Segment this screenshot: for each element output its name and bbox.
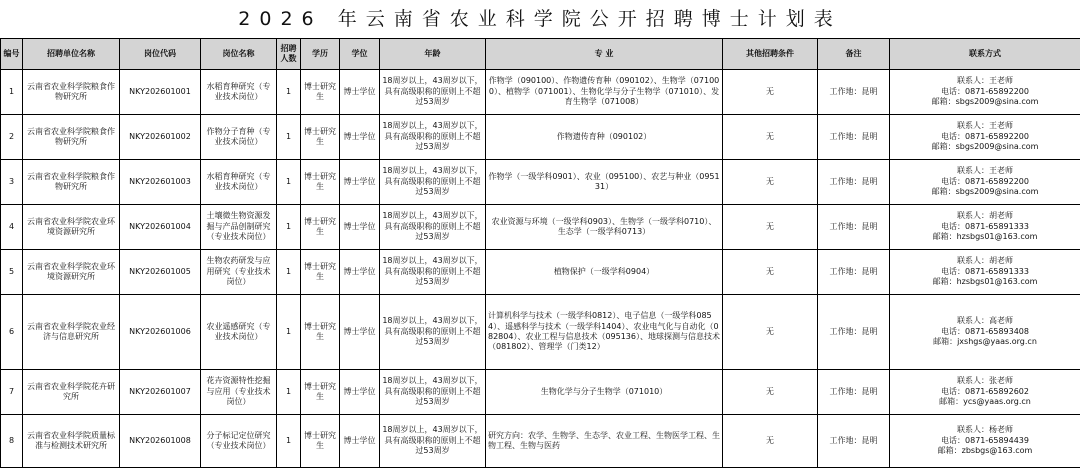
cell-count: 1	[277, 160, 301, 205]
cell-other: 无	[723, 295, 818, 370]
cell-id: 5	[1, 250, 23, 295]
cell-age: 18周岁以上，43周岁以下，具有高级职称的原则上不超过53周岁	[380, 160, 486, 205]
cell-post: 农业遥感研究（专业技术岗位）	[201, 295, 277, 370]
cell-code: NKY202601004	[120, 205, 201, 250]
contact-email: 邮箱：sbgs2009@sina.com	[931, 187, 1039, 197]
cell-post: 生物农药研发与应用研究（专业技术岗位）	[201, 250, 277, 295]
table-row	[1, 70, 1080, 115]
cell-note: 工作地：昆明	[818, 295, 890, 370]
cell-note: 工作地：昆明	[818, 250, 890, 295]
cell-id: 7	[1, 370, 23, 415]
cell-education: 博士研究生	[301, 115, 340, 160]
contact-phone: 电话：0871-65891333	[941, 266, 1029, 276]
header-other: 其他招聘条件	[723, 39, 818, 70]
contact-person: 联系人：杨老师	[957, 425, 1013, 435]
cell-education: 博士研究生	[301, 370, 340, 415]
cell-age: 18周岁以上，43周岁以下，具有高级职称的原则上不超过53周岁	[380, 415, 486, 468]
header-contact: 联系方式	[890, 39, 1080, 70]
cell-post: 土壤微生物资源发掘与产品创制研究（专业技术岗位）	[201, 205, 277, 250]
contact-phone: 电话：0871-65892200	[941, 131, 1029, 141]
cell-post: 水稻育种研究（专业技术岗位）	[201, 160, 277, 205]
contact-person: 联系人：胡老师	[957, 211, 1013, 221]
cell-code: NKY202601002	[120, 115, 201, 160]
cell-major: 作物学（090100）、作物遗传育种（090102）、生物学（071000）、植物学（071001）、生物化学与分子生物学（071010）、发育生物学（071008）	[486, 70, 723, 115]
cell-contact	[890, 205, 1080, 250]
contact-email: 邮箱：hzsbgs01@163.com	[932, 232, 1038, 242]
contact-email: 邮箱：hzsbgs01@163.com	[932, 277, 1038, 287]
cell-count: 1	[277, 370, 301, 415]
cell-age: 18周岁以上，43周岁以下，具有高级职称的原则上不超过53周岁	[380, 370, 486, 415]
header-row	[1, 39, 1080, 70]
cell-note: 工作地：昆明	[818, 70, 890, 115]
cell-degree: 博士学位	[340, 295, 380, 370]
cell-count: 1	[277, 70, 301, 115]
cell-degree: 博士学位	[340, 160, 380, 205]
cell-id: 3	[1, 160, 23, 205]
cell-degree: 博士学位	[340, 205, 380, 250]
cell-note: 工作地：昆明	[818, 415, 890, 468]
contact-email: 邮箱：sbgs2009@sina.com	[931, 142, 1039, 152]
table-row	[1, 160, 1080, 205]
cell-code: NKY202601006	[120, 295, 201, 370]
contact-phone: 电话：0871-65891333	[941, 221, 1029, 231]
header-education: 学历	[301, 39, 340, 70]
cell-unit: 云南省农业科学院质量标准与检测技术研究所	[23, 415, 120, 468]
table-row	[1, 295, 1080, 370]
recruitment-table	[0, 38, 1080, 468]
table-row	[1, 115, 1080, 160]
cell-other: 无	[723, 160, 818, 205]
cell-id: 4	[1, 205, 23, 250]
cell-count: 1	[277, 205, 301, 250]
cell-note: 工作地：昆明	[818, 160, 890, 205]
cell-code: NKY202601001	[120, 70, 201, 115]
cell-major: 农业资源与环境（一级学科0903）、生物学（一级学科0710）、生态学（一级学科0713）	[486, 205, 723, 250]
cell-degree: 博士学位	[340, 415, 380, 468]
cell-contact	[890, 160, 1080, 205]
cell-unit: 云南省农业科学院农业经济与信息研究所	[23, 295, 120, 370]
cell-major: 植物保护（一级学科0904）	[486, 250, 723, 295]
header-unit: 招聘单位名称	[23, 39, 120, 70]
cell-code: NKY202601003	[120, 160, 201, 205]
header-post: 岗位名称	[201, 39, 277, 70]
contact-email: 邮箱：ycs@yaas.org.cn	[939, 397, 1031, 407]
table-row	[1, 205, 1080, 250]
cell-education: 博士研究生	[301, 70, 340, 115]
cell-count: 1	[277, 295, 301, 370]
cell-age: 18周岁以上，43周岁以下，具有高级职称的原则上不超过53周岁	[380, 70, 486, 115]
cell-major: 研究方向：农学、生物学、生态学、农业工程、生物医学工程、生物工程、生物与医药	[486, 415, 723, 468]
cell-unit: 云南省农业科学院粮食作物研究所	[23, 160, 120, 205]
cell-post: 花卉资源特性挖掘与应用（专业技术岗位）	[201, 370, 277, 415]
cell-contact	[890, 70, 1080, 115]
cell-id: 6	[1, 295, 23, 370]
header-major: 专 业	[486, 39, 723, 70]
contact-person: 联系人：王老师	[957, 166, 1013, 176]
cell-unit: 云南省农业科学院粮食作物研究所	[23, 115, 120, 160]
contact-phone: 电话：0871-65892602	[941, 386, 1029, 396]
cell-id: 1	[1, 70, 23, 115]
table-row	[1, 415, 1080, 468]
header-id: 编号	[1, 39, 23, 70]
contact-email: 邮箱：zbsbgs@163.com	[937, 446, 1033, 456]
contact-phone: 电话：0871-65892200	[941, 176, 1029, 186]
cell-major: 作物学（一级学科0901）、农业（095100）、农艺与种业（095131）	[486, 160, 723, 205]
cell-post: 水稻育种研究（专业技术岗位）	[201, 70, 277, 115]
contact-person: 联系人：张老师	[957, 376, 1013, 386]
cell-degree: 博士学位	[340, 115, 380, 160]
cell-count: 1	[277, 415, 301, 468]
cell-contact	[890, 115, 1080, 160]
contact-email: 邮箱：jxshgs@yaas.org.cn	[933, 337, 1037, 347]
cell-education: 博士研究生	[301, 250, 340, 295]
cell-post: 分子标记定位研究（专业技术岗位）	[201, 415, 277, 468]
cell-post: 作物分子育种（专业技术岗位）	[201, 115, 277, 160]
contact-phone: 电话：0871-65892200	[941, 86, 1029, 96]
cell-contact	[890, 250, 1080, 295]
cell-unit: 云南省农业科学院农业环境资源研究所	[23, 250, 120, 295]
contact-person: 联系人：胡老师	[957, 256, 1013, 266]
cell-contact	[890, 295, 1080, 370]
cell-other: 无	[723, 70, 818, 115]
cell-count: 1	[277, 115, 301, 160]
cell-major: 作物遗传育种（090102）	[486, 115, 723, 160]
cell-education: 博士研究生	[301, 295, 340, 370]
contact-person: 联系人：王老师	[957, 76, 1013, 86]
cell-other: 无	[723, 250, 818, 295]
cell-other: 无	[723, 370, 818, 415]
cell-age: 18周岁以上，43周岁以下，具有高级职称的原则上不超过53周岁	[380, 250, 486, 295]
table-row	[1, 370, 1080, 415]
cell-education: 博士研究生	[301, 415, 340, 468]
cell-other: 无	[723, 415, 818, 468]
cell-other: 无	[723, 115, 818, 160]
header-code: 岗位代码	[120, 39, 201, 70]
cell-education: 博士研究生	[301, 160, 340, 205]
page-title: 2026 年云南省农业科学院公开招聘博士计划表	[238, 8, 842, 30]
cell-degree: 博士学位	[340, 370, 380, 415]
header-degree: 学位	[340, 39, 380, 70]
cell-unit: 云南省农业科学院粮食作物研究所	[23, 70, 120, 115]
header-note: 备注	[818, 39, 890, 70]
contact-person: 联系人：王老师	[957, 121, 1013, 131]
header-age: 年龄	[380, 39, 486, 70]
cell-degree: 博士学位	[340, 250, 380, 295]
cell-age: 18周岁以上，43周岁以下，具有高级职称的原则上不超过53周岁	[380, 115, 486, 160]
cell-unit: 云南省农业科学院花卉研究所	[23, 370, 120, 415]
cell-contact	[890, 415, 1080, 468]
cell-age: 18周岁以上，43周岁以下，具有高级职称的原则上不超过53周岁	[380, 295, 486, 370]
table-row	[1, 250, 1080, 295]
cell-code: NKY202601007	[120, 370, 201, 415]
cell-code: NKY202601005	[120, 250, 201, 295]
cell-other: 无	[723, 205, 818, 250]
cell-degree: 博士学位	[340, 70, 380, 115]
cell-contact	[890, 370, 1080, 415]
cell-unit: 云南省农业科学院农业环境资源研究所	[23, 205, 120, 250]
cell-code: NKY202601008	[120, 415, 201, 468]
cell-note: 工作地：昆明	[818, 205, 890, 250]
header-count: 招聘人数	[277, 39, 301, 70]
cell-major: 生物化学与分子生物学（071010）	[486, 370, 723, 415]
contact-email: 邮箱：sbgs2009@sina.com	[931, 97, 1039, 107]
cell-note: 工作地：昆明	[818, 370, 890, 415]
cell-education: 博士研究生	[301, 205, 340, 250]
contact-phone: 电话：0871-65894439	[941, 435, 1029, 445]
contact-person: 联系人：高老师	[957, 316, 1013, 326]
cell-id: 2	[1, 115, 23, 160]
cell-age: 18周岁以上，43周岁以下，具有高级职称的原则上不超过53周岁	[380, 205, 486, 250]
contact-phone: 电话：0871-65893408	[941, 326, 1029, 336]
cell-count: 1	[277, 250, 301, 295]
cell-note: 工作地：昆明	[818, 115, 890, 160]
cell-major: 计算机科学与技术（一级学科0812）、电子信息（一级学科0854）、遥感科学与技术（一级学科1404）、农业电气化与自动化（082804）、农业工程与信息技术（095136）、地球探测与信息技术（081802）、管理学（门类12）	[486, 295, 723, 370]
cell-id: 8	[1, 415, 23, 468]
